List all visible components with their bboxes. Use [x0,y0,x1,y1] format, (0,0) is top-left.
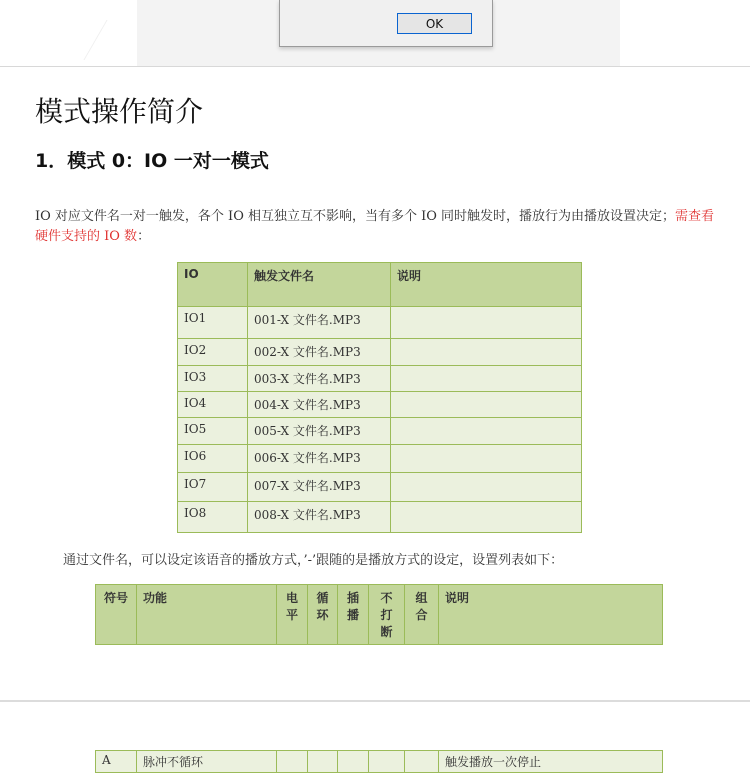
cell-file: 003-X 文件名.MP3 [248,366,391,392]
header-insert: 插播 [338,585,369,645]
cell-io: IO8 [178,502,248,533]
cell-io: IO2 [178,339,248,366]
table-row [178,366,582,392]
cell-level [277,751,308,773]
header-level: 电平 [277,585,308,645]
cell-note [391,445,582,473]
divider [0,66,750,67]
settings-note: 通过文件名，可以设定该语音的播放方式，’-’跟随的是播放方式的设定，设置列表如下： [63,553,564,568]
table-row [96,751,663,773]
cell-note [391,392,582,418]
cell-file: 006-X 文件名.MP3 [248,445,391,473]
cell-file: 007-X 文件名.MP3 [248,473,391,502]
header-description: 说明 [391,263,582,307]
page-divider [0,700,750,702]
description-paragraph [35,207,725,247]
header-symbol: 符号 [96,585,137,645]
header-loop: 循环 [308,585,338,645]
mode-table [95,584,663,645]
header-no-interrupt: 不打断 [369,585,405,645]
top-screenshot-strip [0,0,750,66]
cell-io: IO5 [178,418,248,445]
cell-file: 002-X 文件名.MP3 [248,339,391,366]
cell-note [391,418,582,445]
cell-loop [308,751,338,773]
cell-description: 触发播放一次停止 [439,751,663,773]
table-header-row [96,585,663,645]
cell-note [391,339,582,366]
table-row [178,307,582,339]
cell-symbol: A [96,751,137,773]
cell-io: IO4 [178,392,248,418]
cell-io: IO6 [178,445,248,473]
cell-file: 008-X 文件名.MP3 [248,502,391,533]
mode-table-continued [95,750,663,773]
io-table [177,262,582,533]
cell-io: IO3 [178,366,248,392]
cell-no-interrupt [369,751,405,773]
header-io: IO [178,263,248,307]
header-description: 说明 [439,585,663,645]
cell-file: 005-X 文件名.MP3 [248,418,391,445]
cell-note [391,473,582,502]
paragraph-end: ： [137,229,151,244]
paragraph-highlight: 需查看硬件支持的 IO 数 [35,209,715,244]
message-dialog [279,0,493,47]
cell-combo [405,751,439,773]
cell-io: IO1 [178,307,248,339]
table-row [178,339,582,366]
cell-insert [338,751,369,773]
header-trigger-file: 触发文件名 [248,263,391,307]
ok-button[interactable]: OK [397,13,472,34]
table-header-row [178,263,582,307]
cell-function: 脉冲不循环 [137,751,277,773]
cell-file: 004-X 文件名.MP3 [248,392,391,418]
table-row [178,502,582,533]
table-row [178,473,582,502]
table-row [178,445,582,473]
cell-note [391,307,582,339]
section-title: 1．模式 0：IO 一对一模式 [35,150,269,172]
cell-note [391,502,582,533]
table-row [178,418,582,445]
table-row [178,392,582,418]
page-title: 模式操作简介 [35,95,204,128]
header-function: 功能 [137,585,277,645]
cell-note [391,366,582,392]
cell-file: 001-X 文件名.MP3 [248,307,391,339]
cell-io: IO7 [178,473,248,502]
paragraph-text: IO 对应文件名一对一触发，各个 IO 相互独立互不影响，当有多个 IO 同时触发时，播放行为由播放设置决定； [35,209,676,224]
header-combo: 组合 [405,585,439,645]
